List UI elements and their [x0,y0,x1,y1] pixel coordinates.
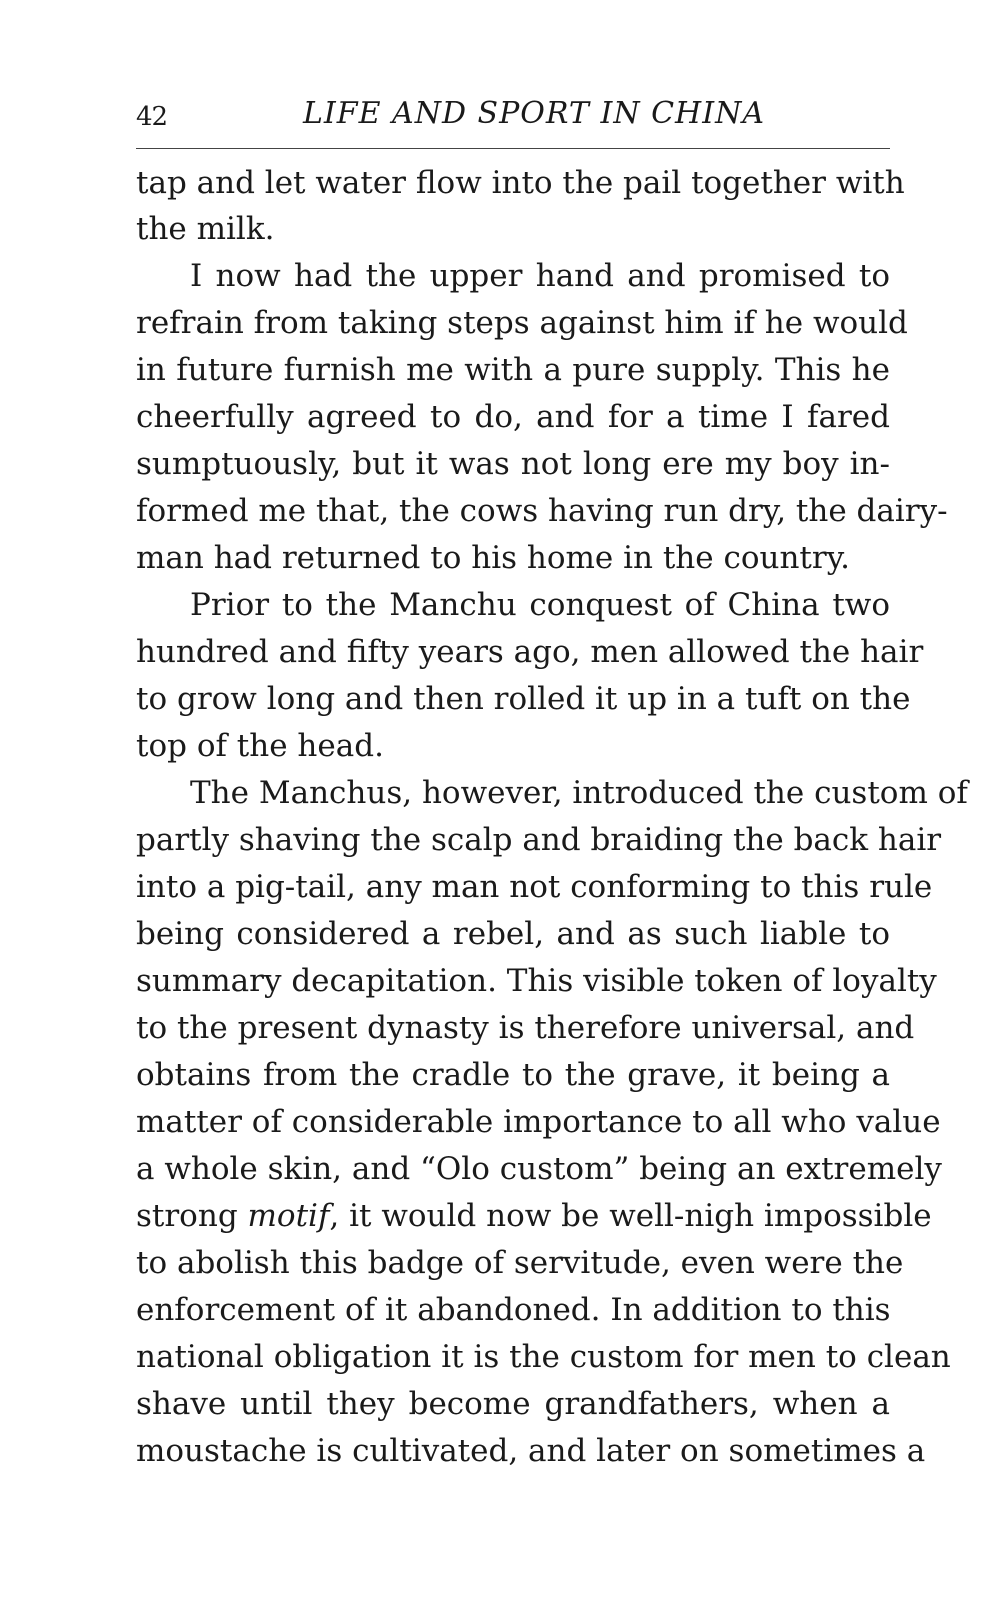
text-line: I now had the upper hand and promised to [190,258,890,294]
text-line: obtains from the cradle to the grave, it being a [136,1057,890,1093]
text-line: in future furnish me with a pure supply. This he [136,352,890,388]
text-line: the milk. [136,211,275,247]
text-line: shave until they become grandfathers, when a [136,1386,890,1422]
text-line: top of the head. [136,728,384,764]
text-line: Prior to the Manchu conquest of China two [190,587,890,623]
text-line: partly shaving the scalp and braiding the back hair [136,822,942,858]
text-line: into a pig-tail, any man not conforming to this rule [136,869,933,905]
page-number: 42 [136,102,168,132]
text-line: matter of considerable importance to all who value [136,1104,941,1140]
text-line: hundred and fifty years ago, men allowed the hair [136,634,924,670]
text-line: tap and let water flow into the pail together with [136,165,905,201]
running-title: LIFE AND SPORT IN CHINA [303,96,765,131]
text-line: national obligation it is the custom for men to clean [136,1339,951,1375]
text-line: summary decapitation. This visible token of loyalty [136,963,937,999]
text-line: man had returned to his home in the country. [136,540,850,576]
text-line [136,1196,932,1236]
text-line: a whole skin, and “Olo custom” being an extremely [136,1151,942,1187]
text-line: to grow long and then rolled it up in a tuft on the [136,681,911,717]
text-line: enforcement of it abandoned. In addition to this [136,1292,891,1328]
text-line: cheerfully agreed to do, and for a time I fared [136,399,890,435]
text-line: moustache is cultivated, and later on sometimes a [136,1433,926,1469]
page-header [136,96,896,140]
italic-word: motif [247,1198,330,1234]
text-line: The Manchus, however, introduced the custom of [190,775,968,811]
text-line: to abolish this badge of servitude, even were the [136,1245,904,1281]
text-line: being considered a rebel, and as such liable to [136,916,890,952]
text-line: formed me that, the cows having run dry, the dairy- [136,493,948,529]
text-line: to the present dynasty is therefore universal, and [136,1010,915,1046]
text-line: refrain from taking steps against him if he would [136,305,908,341]
header-rule [136,148,890,149]
text-line: sumptuously, but it was not long ere my boy in- [136,446,890,482]
text-span: , it would now be well-nigh impossible [329,1198,932,1234]
text-span: strong [136,1198,248,1234]
